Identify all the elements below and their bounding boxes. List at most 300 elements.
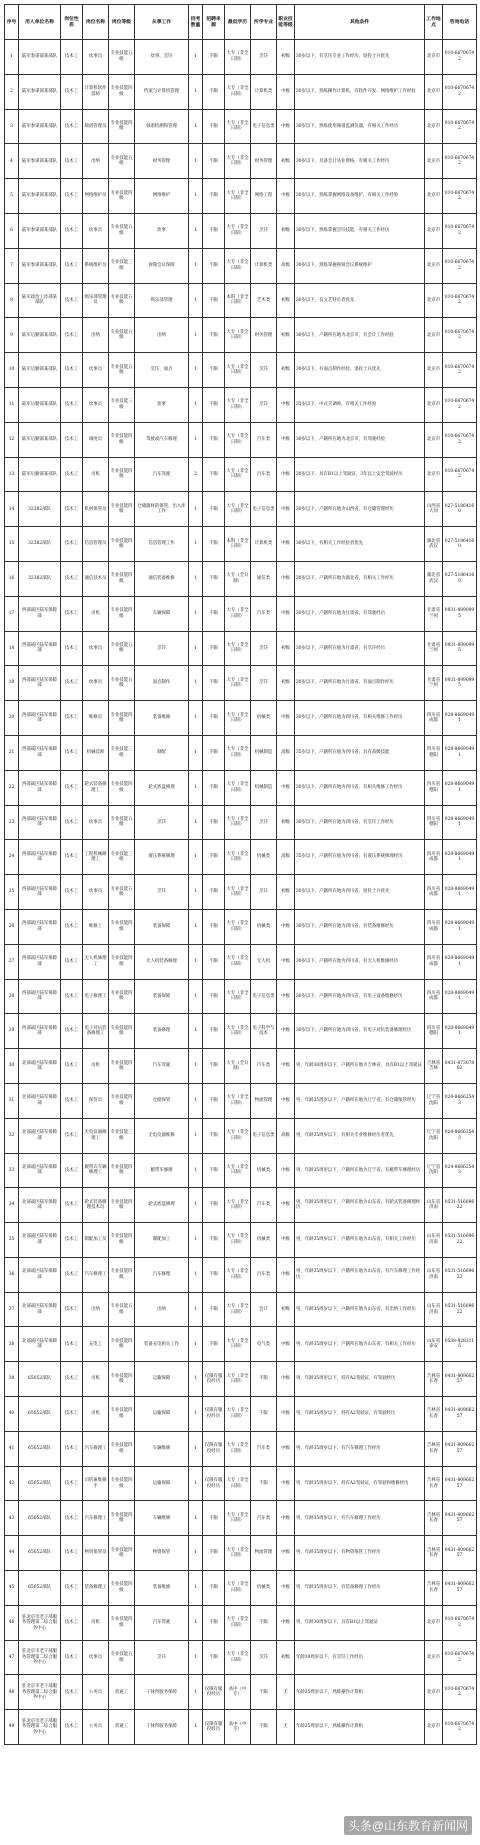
table-cell: 0431-80966257 (443, 1362, 477, 1397)
table-cell: 1 (189, 1327, 203, 1362)
table-cell: 010-66706742 (443, 1675, 477, 1710)
table-cell: 中级 (277, 492, 295, 527)
table-cell: 32 (5, 1118, 19, 1153)
table-row (5, 1431, 477, 1466)
table-cell: 20 (5, 701, 19, 736)
table-cell: 不限 (203, 283, 225, 318)
table-cell: 024-86662543 (443, 1118, 477, 1153)
table-cell: 北部战区陆军保障部 (19, 1188, 61, 1223)
table-cell: 吉林省长春 (425, 1431, 443, 1466)
table-cell: 010-66706742 (443, 144, 477, 179)
table-cell: 不限 (203, 979, 225, 1014)
table-cell: 技术工 (61, 1014, 83, 1049)
table-cell: 大专（非全日制） (225, 40, 251, 75)
table-cell: 北京市 (425, 283, 443, 318)
table-cell: 陆军后勤部某部队 (19, 353, 61, 388)
table-row (5, 1083, 477, 1118)
table-cell: 北京市 (425, 144, 443, 179)
table-cell: 初级 (277, 144, 295, 179)
table-cell: 大专（非全日制） (225, 979, 251, 1014)
table-cell: 北京市 (425, 1605, 443, 1640)
table-cell: 30岁以下，熟练掌握视频会议系统维护 (295, 248, 425, 283)
table-cell: 27 (5, 944, 19, 979)
table-cell: 技术工 (61, 1501, 83, 1536)
table-row (5, 1118, 477, 1153)
table-cell: 1 (189, 179, 203, 214)
table-cell: 履带式车辆修理工 (83, 1153, 109, 1188)
table-row (5, 1257, 477, 1292)
table-cell: 技术工 (61, 840, 83, 875)
table-cell: 炊事员 (83, 1640, 109, 1675)
table-cell: 技术工 (61, 944, 83, 979)
table-cell: 普通工 (109, 1675, 135, 1710)
table-cell: 1 (189, 840, 203, 875)
table-cell: 山西省大同 (425, 492, 443, 527)
table-cell: 专业技能四级 (109, 596, 135, 631)
table-cell: 四川省成都 (425, 944, 443, 979)
table-cell: 炊事员 (83, 631, 109, 666)
table-cell: 艺术类 (251, 283, 277, 318)
table-cell: 高级 (277, 840, 295, 875)
table-cell: 大专（非全日制） (225, 631, 251, 666)
table-cell: 6 (5, 213, 19, 248)
table-cell: 物资保管员 (83, 1536, 109, 1571)
table-row (5, 422, 477, 457)
table-cell: 专业技能四级 (109, 1083, 135, 1118)
table-cell: 北部战区陆军保障部 (19, 1049, 61, 1084)
table-cell: 烹饪 (251, 631, 277, 666)
table-cell: 机材保管员 (83, 492, 109, 527)
table-cell: 烹饪 (251, 40, 277, 75)
table-cell: 西部战区陆军保障部 (19, 701, 61, 736)
table-cell: 不限 (203, 1327, 225, 1362)
table-cell: 中级 (277, 1466, 295, 1501)
table-row (5, 492, 477, 527)
table-cell: 机械类 (251, 1223, 277, 1258)
table-cell: 无电仪器维修 (135, 1118, 189, 1153)
table-cell: 电子信息类 (251, 492, 277, 527)
table-row (5, 735, 477, 770)
table-body (5, 40, 477, 1745)
table-cell: 陆军参谋部某部队 (19, 74, 61, 109)
table-cell: 专业技能五级 (109, 1292, 135, 1327)
table-cell: 初级 (277, 1640, 295, 1675)
table-cell: 26 (5, 909, 19, 944)
table-cell: 北京市 (425, 1640, 443, 1675)
table-cell: 中级 (277, 527, 295, 562)
table-cell: 装备维修 (135, 701, 189, 736)
table-cell: 1 (189, 1466, 203, 1501)
table-cell: 财务管理 (251, 318, 277, 353)
table-cell: 大专（非全日制） (225, 1153, 251, 1188)
table-cell: 39 (5, 1362, 19, 1397)
table-cell: 轮式底盘修理 (135, 1188, 189, 1223)
table-cell: 充电工 (83, 1327, 109, 1362)
table-cell: 陆军后勤部某部队 (19, 457, 61, 492)
table-cell: 1 (189, 1571, 203, 1606)
table-cell: 仅限有服役经历 (203, 1675, 225, 1710)
table-cell: 024-86662543 (443, 1083, 477, 1118)
table-cell: 汽车类 (251, 1257, 277, 1292)
table-cell: 四川省成都 (425, 909, 443, 944)
table-cell: 不限 (203, 666, 225, 701)
table-cell: 专业技能四级 (109, 74, 135, 109)
table-cell: 9 (5, 318, 19, 353)
table-cell: 15 (5, 527, 19, 562)
table-cell: 西部战区陆军保障部 (19, 840, 61, 875)
table-cell: 干休所服务保障 (135, 1675, 189, 1710)
table-cell: 烹饪 (251, 666, 277, 701)
table-cell: 四川省成都 (425, 979, 443, 1014)
table-cell: 仓储保管 (135, 1083, 189, 1118)
table-cell: 电子科学与技术 (251, 1014, 277, 1049)
table-cell: 024-86662543 (443, 1153, 477, 1188)
table-cell: 14 (5, 492, 19, 527)
table-cell: 1 (189, 561, 203, 596)
table-cell: 北京市 (425, 109, 443, 144)
table-cell: 1 (189, 1710, 203, 1745)
table-cell: 大专（非全日制） (225, 1571, 251, 1606)
table-cell: 出纳 (135, 1292, 189, 1327)
table-cell: 1 (189, 875, 203, 910)
table-cell: 0431-80966257 (443, 1431, 477, 1466)
table-cell: 北部战区陆军保障部 (19, 1257, 61, 1292)
table-cell: 30岁以下，户籍所在地为甘肃省，有面点制作经历 (295, 666, 425, 701)
table-cell: 大专（非全日制） (225, 735, 251, 770)
table-cell: 陆军参谋部某部队 (19, 109, 61, 144)
table-cell: 35岁以下，中式烹调师，有相关工作经验 (295, 387, 425, 422)
table-cell: 驻北京市老干部服务管理第二综合服务中心 (19, 1605, 61, 1640)
table-cell: 0538-8283115 (443, 1327, 477, 1362)
table-cell: 36 (5, 1257, 19, 1292)
table-cell: 32382部队 (19, 492, 61, 527)
table-cell: 陆军后勤部某部队 (19, 422, 61, 457)
table-row (5, 353, 477, 388)
table-cell: 不限 (251, 1397, 277, 1432)
table-cell: 不限 (203, 1292, 225, 1327)
table-cell: 山东省济南 (425, 1223, 443, 1258)
table-cell: 初级 (277, 318, 295, 353)
table-cell: 普通工 (109, 1710, 135, 1745)
table-cell: 0931-8990995 (443, 666, 477, 701)
table-cell: 大专（非全日制） (225, 1327, 251, 1362)
table-cell: 技术工 (61, 1118, 83, 1153)
table-cell: 0531-51669622 (443, 1292, 477, 1327)
table-cell: 不限 (203, 596, 225, 631)
table-cell: 不限 (203, 1049, 225, 1084)
table-cell: 机械制造 (251, 735, 277, 770)
table-cell: 专业技能三级 (109, 387, 135, 422)
recruitment-table (4, 4, 477, 1745)
table-cell: 装备维修 (135, 1571, 189, 1606)
table-cell: 30岁以下，户籍所在地为山西省，有仓储管理经历 (295, 492, 425, 527)
table-cell: 1 (189, 805, 203, 840)
table-cell: 财务管理 (135, 144, 189, 179)
table-cell: 司机 (83, 457, 109, 492)
table-cell: 技术工 (61, 353, 83, 388)
table-cell: 专业技能五级 (109, 631, 135, 666)
table-row (5, 1362, 477, 1397)
table-cell: 专业技能四级 (109, 179, 135, 214)
table-cell: 1 (189, 979, 203, 1014)
table-cell: 1 (5, 40, 19, 75)
table-cell: 中级 (277, 1362, 295, 1397)
table-cell: 初级 (277, 283, 295, 318)
table-cell: 2 (189, 457, 203, 492)
table-row (5, 144, 477, 179)
table-cell: 高中（中专） (225, 1675, 251, 1710)
table-cell: 机械类 (251, 909, 277, 944)
table-cell: 视频会议保障 (135, 248, 189, 283)
table-cell: 专业技能四级 (109, 1327, 135, 1362)
table-row (5, 1153, 477, 1188)
table-cell: 25 (5, 875, 19, 910)
table-row (5, 1710, 477, 1745)
table-cell: 技术工 (61, 1049, 83, 1084)
table-cell: 仅限有服役经历 (203, 1397, 225, 1432)
table-cell: 男，年龄35周岁以下，有汽车修理工作经历 (295, 1501, 425, 1536)
table-cell: 技术工 (61, 74, 83, 109)
table-cell: 湖北省武汉 (425, 527, 443, 562)
table-cell: 北京市 (425, 387, 443, 422)
table-cell: 大专（非全日制） (225, 492, 251, 527)
table-cell: 陆军参谋部某部队 (19, 179, 61, 214)
table-cell: 初级 (277, 1292, 295, 1327)
table-cell: 65052部队 (19, 1362, 61, 1397)
table-cell: 30 (5, 1049, 19, 1084)
table-row (5, 770, 477, 805)
table-cell: 专业技能三级 (109, 840, 135, 875)
table-cell: 47 (5, 1640, 19, 1675)
table-cell: 西部战区陆军保障部 (19, 631, 61, 666)
table-cell: 通信技术员 (83, 561, 109, 596)
table-cell: 男，年龄35周岁以下，持有A2驾驶证，有驾驶经历 (295, 1362, 425, 1397)
table-cell: 18 (5, 631, 19, 666)
table-cell: 30岁以下，有相关工作经验者优先 (295, 527, 425, 562)
table-cell: 专业技能四级 (109, 944, 135, 979)
table-row (5, 457, 477, 492)
table-cell: 专业技能五级 (109, 1640, 135, 1675)
table-cell: 保管员 (83, 1083, 109, 1118)
table-cell: 液压系统修理 (135, 840, 189, 875)
table-cell: 初级 (277, 213, 295, 248)
table-cell: 信息管理工作 (135, 527, 189, 562)
table-cell: 1 (189, 1292, 203, 1327)
table-row (5, 666, 477, 701)
table-cell: 028-86690491 (443, 805, 477, 840)
table-cell: 陆军参谋部某部队 (19, 40, 61, 75)
table-cell: 维修工 (83, 909, 109, 944)
table-cell: 中级 (277, 1571, 295, 1606)
table-cell: 出纳 (83, 318, 109, 353)
table-row (5, 1223, 477, 1258)
table-cell: 专业技能四级 (109, 1014, 135, 1049)
table-cell: 32382部队 (19, 561, 61, 596)
column-header: 岗位名称 (83, 5, 109, 40)
table-cell: 65052部队 (19, 1571, 61, 1606)
table-cell: 俱乐部管理员 (83, 283, 109, 318)
table-cell: 网络维护员 (83, 179, 109, 214)
table-cell: 中级 (277, 1501, 295, 1536)
table-cell: 陆军政治工作部某部队 (19, 283, 61, 318)
column-header: 岗位等级 (109, 5, 135, 40)
table-cell: 技术工 (61, 909, 83, 944)
table-cell: 010-66706742 (443, 422, 477, 457)
table-cell: 大专（非全日制） (225, 1431, 251, 1466)
table-cell: 0431-80966257 (443, 1397, 477, 1432)
table-cell: 技术工 (61, 1431, 83, 1466)
table-cell: 技术工 (61, 596, 83, 631)
table-cell: 汽车修理工 (83, 1431, 109, 1466)
table-cell: 汽车驾驶 (135, 1605, 189, 1640)
table-cell: 机械类 (251, 701, 277, 736)
table-cell: 装备充电相关工作 (135, 1327, 189, 1362)
table-cell: 山东省济南 (425, 1257, 443, 1292)
table-cell: 大专（非全日制） (225, 666, 251, 701)
table-cell: 65052部队 (19, 1466, 61, 1501)
table-cell: 中级 (277, 457, 295, 492)
table-row (5, 213, 477, 248)
table-cell: 不限 (203, 40, 225, 75)
table-cell: 技术工 (61, 248, 83, 283)
table-cell: 大专（非全日制） (225, 1188, 251, 1223)
table-cell: 30岁以下，户籍所在地为四川省，退役士兵优先 (295, 875, 425, 910)
table-cell: 四川省德阳 (425, 735, 443, 770)
table-cell: 1 (189, 492, 203, 527)
table-cell: 物流管理 (251, 1083, 277, 1118)
table-cell: 45 (5, 1571, 19, 1606)
table-cell: 技术工 (61, 457, 83, 492)
table-row (5, 909, 477, 944)
table-cell: 37 (5, 1292, 19, 1327)
table-cell: 不限 (203, 631, 225, 666)
table-cell: 炊事员 (83, 387, 109, 422)
table-cell: 大专（非全日制） (225, 1466, 251, 1501)
table-cell: 65052部队 (19, 1536, 61, 1571)
table-cell: 1 (189, 666, 203, 701)
table-cell: 专业技能四级 (109, 1188, 135, 1223)
table-cell: 计算机软件技师 (83, 74, 109, 109)
table-cell: 1 (189, 74, 203, 109)
table-cell: 技术工 (61, 1362, 83, 1397)
table-cell: 010-66706742 (443, 74, 477, 109)
table-cell: 010-66706742 (443, 283, 477, 318)
table-cell: 1 (189, 1640, 203, 1675)
table-cell: 专业技能四级 (109, 701, 135, 736)
table-cell: 技术工 (61, 318, 83, 353)
table-cell: 烹饪 (251, 805, 277, 840)
table-cell: 北京市 (425, 179, 443, 214)
table-cell: 大专（非全日制） (225, 387, 251, 422)
table-cell: 技术工 (61, 179, 83, 214)
table-cell: 技术工 (61, 213, 83, 248)
table-cell: 公务员 (83, 1710, 109, 1745)
table-cell: 010-66706742 (443, 1710, 477, 1745)
table-cell: 大专（非全日制） (225, 1501, 251, 1536)
table-cell: 专业技能四级 (109, 492, 135, 527)
table-cell: 不限 (203, 1188, 225, 1223)
table-cell: 机械类 (251, 840, 277, 875)
table-cell: 汽车修理 (135, 1257, 189, 1292)
table-cell: 技术工 (61, 109, 83, 144)
table-cell: 车辆维修 (135, 1501, 189, 1536)
table-cell: 男，年龄35周岁以下，持有A2驾驶证，有驾驶和维修经历 (295, 1466, 425, 1501)
column-header: 所学专业 (251, 5, 277, 40)
table-cell: 3 (5, 109, 19, 144)
table-cell: 男，年龄35周岁以下，户籍所在地为山东省，有相关工作经历 (295, 1327, 425, 1362)
table-cell: 无 (277, 1675, 295, 1710)
table-cell: 烹饪、面点 (135, 353, 189, 388)
table-cell: 010-66706742 (443, 109, 477, 144)
table-cell: 028-86690491 (443, 735, 477, 770)
table-cell: 西部战区陆军保障部 (19, 666, 61, 701)
table-row (5, 1640, 477, 1675)
table-cell: 010-66706742 (443, 1640, 477, 1675)
table-cell: 烹饪 (135, 631, 189, 666)
table-cell: 男，年龄30周岁以下，户籍所在地为吉林省，具有B1以上驾驶证 (295, 1049, 425, 1084)
table-cell: 38 (5, 1327, 19, 1362)
table-cell: 专业技能三级 (109, 1118, 135, 1153)
table-cell: 30岁以下，具有B1以上驾驶证，3年以上安全驾驶经历 (295, 457, 425, 492)
table-cell: 技术工 (61, 1466, 83, 1501)
table-cell: 初级 (277, 875, 295, 910)
table-cell: 大专（非全日制） (225, 457, 251, 492)
table-cell: 30岁以下，户籍所在地为四川省，有装备维修经历 (295, 909, 425, 944)
table-cell: 北京市 (425, 40, 443, 75)
table-cell: 技术工 (61, 979, 83, 1014)
table-cell: 烹饪 (135, 1640, 189, 1675)
table-cell: 1 (189, 1083, 203, 1118)
table-cell: 技术工 (61, 701, 83, 736)
table-cell: 四川省成都 (425, 840, 443, 875)
table-cell: 不限 (203, 944, 225, 979)
table-cell: 北京市 (425, 213, 443, 248)
table-cell: 大专（非全日制） (225, 318, 251, 353)
table-cell: 频谱检测和管理 (135, 109, 189, 144)
table-cell: 北京市 (425, 457, 443, 492)
table-cell: 19 (5, 666, 19, 701)
table-cell: 吉林省长春 (425, 1397, 443, 1432)
table-cell: 不限 (203, 1118, 225, 1153)
table-cell: 1 (189, 387, 203, 422)
table-cell: 48 (5, 1675, 19, 1710)
table-cell: 技术工 (61, 875, 83, 910)
table-cell: 1 (189, 422, 203, 457)
table-cell: 专业技能四级 (109, 561, 135, 596)
table-cell: 大专（非全日制） (225, 770, 251, 805)
table-cell: 技术工 (61, 1640, 83, 1675)
table-cell: 30岁以下，熟练掌握网络设备维护，有相关工作经验 (295, 179, 425, 214)
table-cell: 010-66706742 (443, 179, 477, 214)
table-cell: 专业技能四级 (109, 1501, 135, 1536)
table-cell: 1 (189, 353, 203, 388)
table-cell: 辽宁省沈阳 (425, 1083, 443, 1118)
table-cell: 汽车类 (251, 1188, 277, 1223)
table-cell: 技术工 (61, 631, 83, 666)
table-cell: 烹饪 (251, 213, 277, 248)
table-cell: 技术工 (61, 1083, 83, 1118)
table-cell: 出纳 (83, 1292, 109, 1327)
table-cell: 专业技能四级 (109, 1397, 135, 1432)
table-cell: 专业技能五级 (109, 875, 135, 910)
table-cell: 甘肃省兰州 (425, 666, 443, 701)
table-cell: 西部战区陆军保障部 (19, 875, 61, 910)
table-cell: 轮式装备修理工 (83, 770, 109, 805)
table-cell: 13 (5, 457, 19, 492)
table-cell: 大专（非全日制） (225, 1083, 251, 1118)
table-cell: 西部战区陆军保障部 (19, 909, 61, 944)
table-cell: 1 (189, 909, 203, 944)
